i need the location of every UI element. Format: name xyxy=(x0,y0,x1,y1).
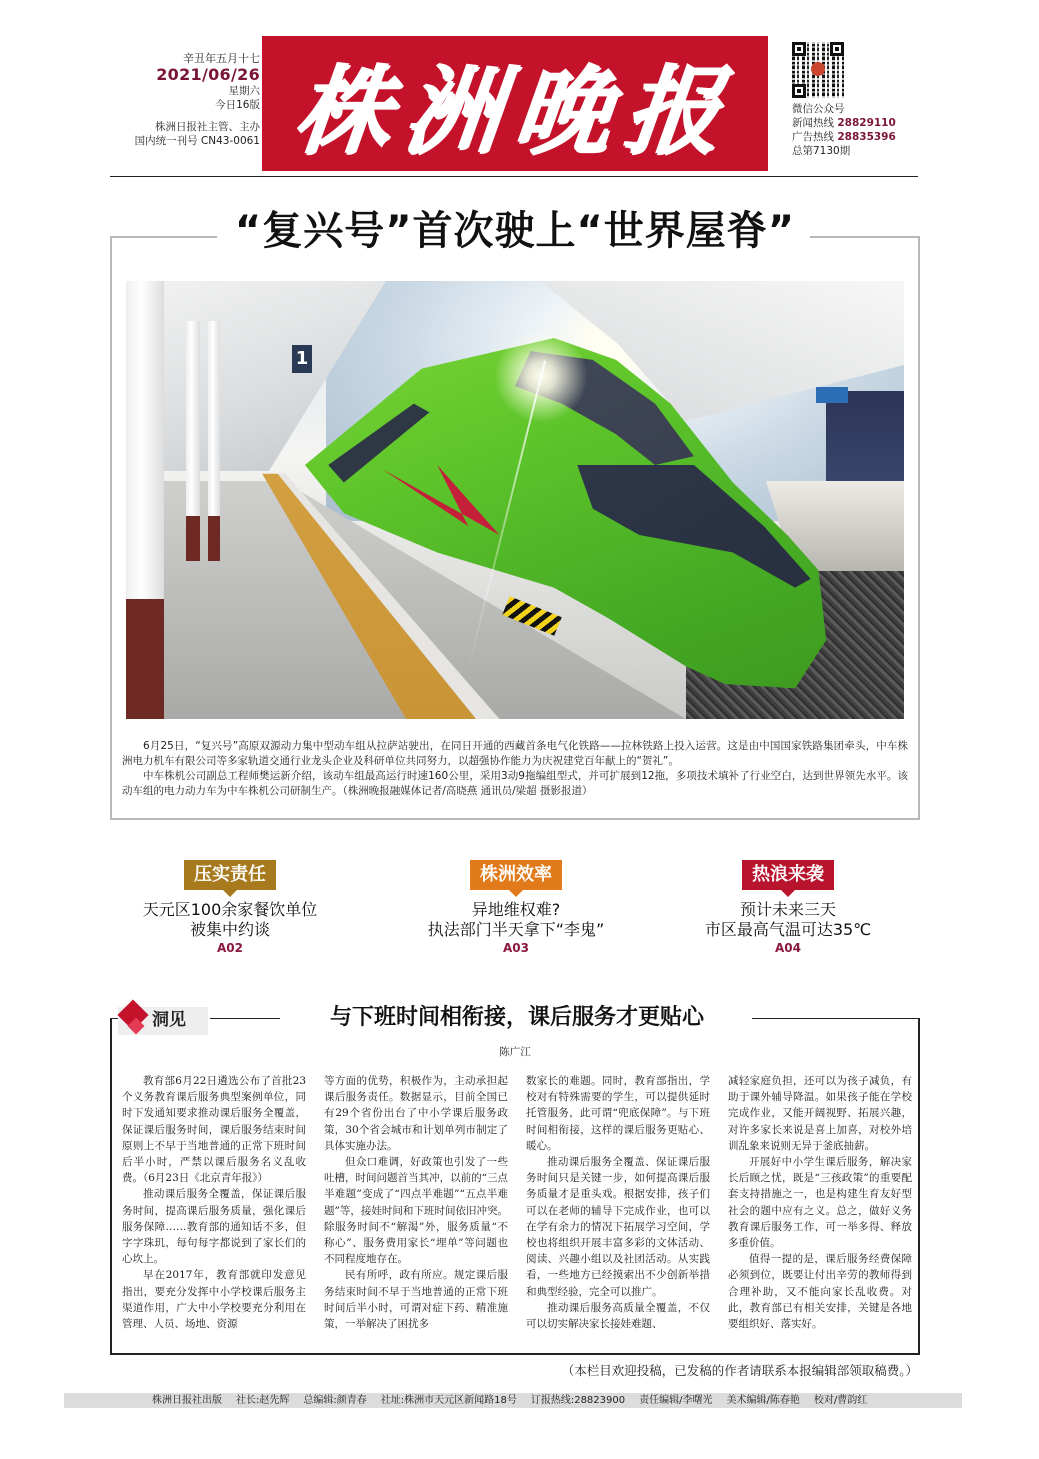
issue-total: 总第7130期 xyxy=(792,145,851,157)
promo-a03[interactable] xyxy=(396,860,636,956)
logo-text: 株洲晚报 xyxy=(288,54,741,167)
weekday: 星期六 xyxy=(228,85,260,97)
opinion-headline[interactable]: 与下班时间相衔接，课后服务才更贴心 xyxy=(329,1005,704,1030)
ad-hotline-number: 28835396 xyxy=(837,131,896,143)
article-column-4 xyxy=(728,1073,912,1348)
opinion-author: 陈广江 xyxy=(499,1046,531,1058)
news-hotline: 新闻热线 28829110 xyxy=(792,117,896,129)
publisher: 株洲日报社出版 xyxy=(152,1395,222,1406)
paragraph: 数家长的难题。同时，教育部指出，学校对有特殊需要的学生，可以提供延时托管服务，此可谓“兜底保障”。与下班时间相衔接，这样的课后服务更贴心、暖心。 xyxy=(526,1075,710,1152)
issue-date: 2021/06/26 xyxy=(156,65,260,84)
paragraph: 推动课后服务全覆盖、保证课后服务时间只是关键一步，如何提高课后服务质量才是重头戏。根据安排，孩子们可以在老师的辅导下完成作业，也可以在学有余力的情况下拓展学习空间，学校也将组织开展丰富多彩的文体活动、阅读、兴趣小组以及社团活动。从实践看，一些地方已经摸索出不少创新举措和典型经验，完全可以推广。 xyxy=(526,1156,710,1298)
lunar-date: 辛丑年五月十七 xyxy=(183,52,260,65)
section-label: 洞见 xyxy=(152,1010,186,1030)
paragraph: 开展好中小学生课后服务，解决家长后顾之忧，既是“三孩政策”的重要配套支持措施之一，也是构建生育友好型社会的题中应有之义。总之，做好义务教育课后服务工作，可一举多得、释放多重价值。 xyxy=(728,1156,912,1250)
paragraph: 减轻家庭负担，还可以为孩子减负，有助于课外辅导降温。如果孩子能在学校完成作业，又能开阔视野、拓展兴趣，对许多家长来说是喜上加喜，对校外培训乱象来说则无异于釜底抽薪。 xyxy=(728,1075,912,1152)
promo-page-ref[interactable]: A04 xyxy=(775,941,801,955)
caption-paragraph: 中车株机公司副总工程师樊运新介绍，该动车组最高运行时速160公里，采用3动9拖编组型式，并可扩展到12拖，多项技术填补了行业空白，达到世界领先水平。该动车组的电力动力车为中车株机公司研制生产。（株洲晚报融媒体记者/高晓燕 通讯员/梁超 摄影报道） xyxy=(122,770,908,797)
masthead-dateline xyxy=(128,52,260,148)
article-column-3 xyxy=(526,1073,710,1348)
wechat-label: 微信公众号 xyxy=(792,103,845,115)
promo-title-line1: 异地维权难? xyxy=(471,900,561,919)
ad-hotline: 广告热线 28835396 xyxy=(792,131,896,143)
lead-photo-train[interactable] xyxy=(126,281,904,719)
paragraph: 早在2017年，教育部就印发意见指出，要充分发挥中小学校课后服务主渠道作用，广大中小学校要充分利用在管理、人员、场地、资源 xyxy=(122,1269,306,1331)
promo-a04[interactable] xyxy=(668,860,908,956)
issn: 国内统一刊号 CN43-0061 xyxy=(134,135,260,147)
sponsor: 株洲日报社主管、主办 xyxy=(155,121,260,133)
paragraph: 教育部6月22日遴选公布了首批23个义务教育课后服务典型案例单位，同时下发通知要求推动课后服务全覆盖，保证课后服务时间，课后服务结束时间原则上不早于当地普通的正常下班时间后半小时，严禁以课后服务名义乱收费。（6月23日《北京青年报》） xyxy=(122,1075,306,1185)
paragraph: 推动课后服务高质量全覆盖，不仅可以切实解决家长接娃难题、 xyxy=(526,1301,710,1331)
promo-title-line1: 预计未来三天 xyxy=(739,900,836,919)
promo-title-line2: 执法部门半天拿下“李鬼” xyxy=(427,920,605,939)
editor-in-chief: 总编辑:颜青春 xyxy=(303,1395,367,1406)
proofreader: 校对/曹韵红 xyxy=(813,1395,868,1406)
qr-code-icon[interactable] xyxy=(792,42,844,98)
paragraph: 值得一提的是，课后服务经费保障必须到位，既要让付出辛劳的教师得到合理补助，又不能向家长乱收费。对此，教育部已有相关安排，关键是各地要组织好、落实好。 xyxy=(728,1253,912,1331)
promo-title-line1: 天元区100余家餐饮单位 xyxy=(142,900,318,919)
subscription-hotline: 订报热线:28823900 xyxy=(530,1395,626,1406)
address: 社址:株洲市天元区新闻路18号 xyxy=(380,1395,517,1406)
article-column-1 xyxy=(122,1073,306,1348)
opinion-body xyxy=(122,1073,912,1348)
paragraph: 等方面的优势，积极作为，主动承担起课后服务责任。数据显示，目前全国已有29个省份出台了中小学课后服务政策，30个省会城市和计划单列市制定了具体实施办法。 xyxy=(324,1075,508,1152)
imprint-footer xyxy=(64,1393,962,1408)
promo-title-line2: 市区最高气温可达35℃ xyxy=(704,920,872,939)
masthead-contacts xyxy=(792,42,922,158)
paragraph: 但众口难调，好政策也引发了一些吐槽，时间问题首当其冲，以前的“三点半难题”变成了“四点半难题”“五点半难题”等，接娃时间和下班时间依旧冲突。除服务时间不“解渴”外，服务质量“不称心”、服务费用家长“埋单”等问题也不同程度地存在。 xyxy=(324,1156,508,1266)
art-editor: 美术编辑/陈春艳 xyxy=(726,1395,800,1406)
lead-headline[interactable]: “复兴号”首次驶上“世界屋脊” xyxy=(234,208,796,254)
promo-tag: 热浪来袭 xyxy=(742,860,834,890)
paragraph: 民有所呼，政有所应。规定课后服务结束时间不早于当地普通的正常下班时间后半小时，可谓对症下药、精准施策，一举解决了困扰多 xyxy=(324,1269,508,1331)
promo-tag: 压实责任 xyxy=(184,860,276,890)
promo-a02[interactable] xyxy=(110,860,350,956)
station-sign-icon xyxy=(816,387,848,403)
promo-title-line2: 被集中约谈 xyxy=(189,920,270,939)
article-column-2 xyxy=(324,1073,508,1348)
promo-page-ref[interactable]: A02 xyxy=(217,941,243,955)
president: 社长:赵先辉 xyxy=(236,1395,290,1406)
promo-page-ref[interactable]: A03 xyxy=(503,941,529,955)
news-hotline-number: 28829110 xyxy=(837,117,896,129)
masthead-divider xyxy=(110,176,918,177)
newspaper-logo xyxy=(262,36,768,171)
paragraph: 推动课后服务全覆盖，保证课后服务时间，提高课后服务质量，强化课后服务保障……教育部的通知话不多，但字字珠玑，每句每字都说到了家长们的心坎上。 xyxy=(122,1188,306,1266)
page-count: 今日16版 xyxy=(215,99,260,111)
platform-number-sign: 1 xyxy=(292,345,312,373)
submission-note: （本栏目欢迎投稿，已发稿的作者请联系本报编辑部领取稿费。） xyxy=(561,1363,918,1378)
lead-caption xyxy=(122,739,908,799)
caption-paragraph: 6月25日，“复兴号”高原双源动力集中型动车组从拉萨站驶出，在同日开通的西藏首条电气化铁路——拉林铁路上投入运营。这是由中国国家铁路集团牵头，中车株洲电力机车有限公司等多家轨道交通行业龙头企业及科研单位共同努力，以超强协作能力为庆祝建党百年献上的“贺礼”。 xyxy=(122,740,908,767)
promo-tag: 株洲效率 xyxy=(470,860,562,890)
responsible-editor: 责任编辑/李曙光 xyxy=(639,1395,713,1406)
